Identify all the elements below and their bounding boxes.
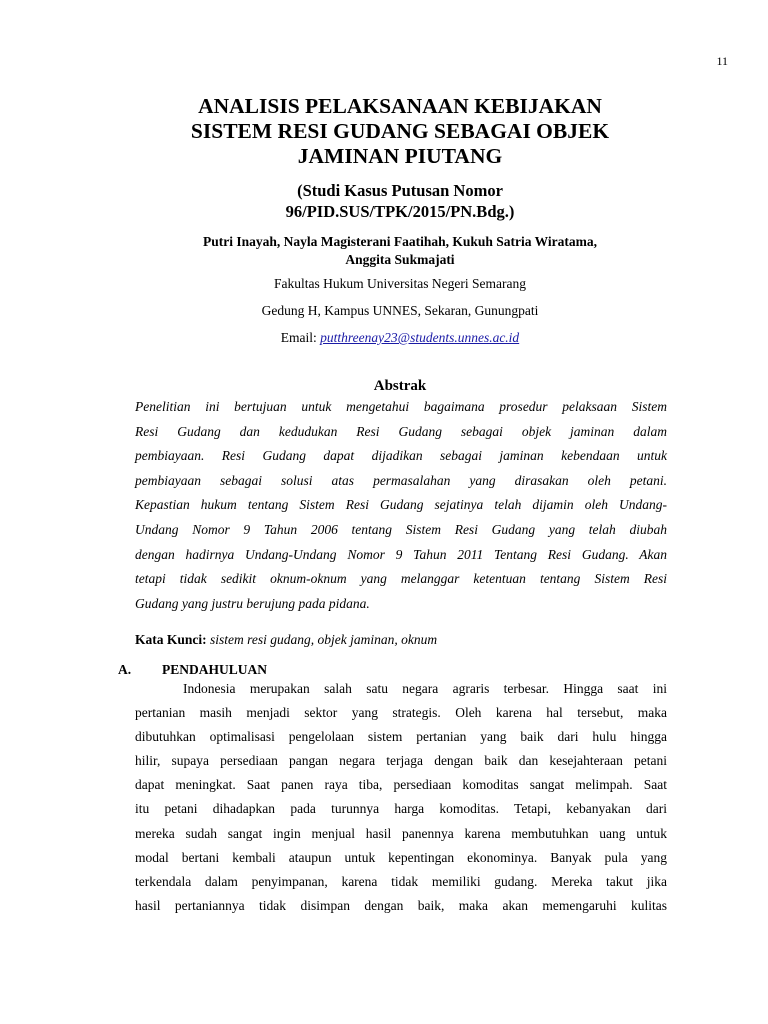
abstract-line: Gudang yang justru berujung pada pidana. [135, 595, 370, 611]
body-line: modal bertani kembali ataupun untuk kepentingan ekonominya. Banyak pula yang [135, 849, 667, 865]
abstract-line: Resi Gudang dan kedudukan Resi Gudang sebagai objek jaminan dalam [135, 423, 667, 439]
body-line: mereka sudah sangat ingin menjual hasil panennya karena membutuhkan uang untuk [135, 825, 667, 841]
abstract-line: pembiayaan. Resi Gudang dapat dijadikan sebagai jaminan kebendaan untuk [135, 448, 667, 464]
author-list [120, 233, 680, 269]
subtitle-line-2: 96/PID.SUS/TPK/2015/PN.Bdg.) [285, 202, 515, 221]
section-letter: A. [118, 662, 132, 677]
keywords-label: Kata Kunci: [135, 632, 207, 647]
body-line: hasil pertaniannya tidak disimpan dengan baik, maka akan memengaruhi kulitas [135, 897, 667, 913]
abstract-line: Kepastian hukum tentang Sistem Resi Gudang sejatinya telah dijamin oleh Undang- [135, 497, 667, 513]
title-line-2: SISTEM RESI GUDANG SEBAGAI OBJEK [190, 119, 610, 143]
abstract-line: tetapi tidak sedikit oknum-oknum yang melanggar ketentuan tentang Sistem Resi [135, 571, 667, 587]
abstract-body [135, 395, 667, 616]
paper-subtitle [120, 180, 680, 222]
email-line [120, 330, 680, 346]
body-line: pertanian masih menjadi sektor yang strategis. Oleh karena hal tersebut, maka [135, 705, 667, 721]
affiliation-faculty: Fakultas Hukum Universitas Negeri Semarang [274, 276, 526, 291]
section-title: PENDAHULUAN [162, 662, 268, 677]
keywords [135, 632, 675, 648]
body-line: Indonesia merupakan salah satu negara agraris terbesar. Hingga saat ini [183, 681, 667, 696]
title-line-1: ANALISIS PELAKSANAAN KEBIJAKAN [198, 94, 602, 118]
keywords-value: sistem resi gudang, objek jaminan, oknum [206, 632, 438, 647]
subtitle-line-1: (Studi Kasus Putusan Nomor [297, 181, 503, 200]
abstract-line: pembiayaan sebagai solusi atas permasalahan yang dirasakan oleh petani. [135, 472, 667, 488]
abstract-line: Penelitian ini bertujuan untuk mengetahui bagaimana prosedur pelaksaan Sistem [135, 399, 667, 414]
body-line: dibutuhkan optimalisasi pengelolaan sistem pertanian yang baik dari hulu hingga [135, 729, 667, 745]
author-line-1: Putri Inayah, Nayla Magisterani Faatihah, Kukuh Satria Wiratama, [202, 234, 598, 249]
page-number: 11 [716, 54, 728, 68]
email-label: Email: [280, 330, 321, 345]
paper-title [100, 94, 700, 169]
section-body [135, 677, 667, 918]
email-link[interactable]: putthreenay23@students.unnes.ac.id [320, 330, 520, 345]
title-line-3: JAMINAN PIUTANG [297, 144, 503, 168]
body-line: dapat meningkat. Saat panen raya tiba, persediaan komoditas sangat melimpah. Saat [135, 777, 667, 793]
body-line: terkendala dalam penyimpanan, karena tidak memiliki gudang. Mereka takut jika [135, 873, 667, 889]
affiliation-address: Gedung H, Kampus UNNES, Sekaran, Gunungpati [261, 303, 539, 318]
author-line-2: Anggita Sukmajati [345, 252, 455, 267]
section-heading [118, 662, 267, 678]
abstract-line: Undang Nomor 9 Tahun 2006 tentang Sistem Resi Gudang yang telah diubah [135, 521, 667, 537]
body-line: hilir, supaya persediaan pangan negara terjaga dengan baik dan kesejahteraan petani [135, 753, 667, 769]
abstract-line: dengan hadirnya Undang-Undang Nomor 9 Tahun 2011 Tentang Resi Gudang. Akan [135, 546, 667, 562]
body-line: itu petani dihadapkan pada turunnya harga komoditas. Tetapi, kebanyakan dari [135, 801, 667, 817]
abstract-heading: Abstrak [373, 378, 427, 394]
